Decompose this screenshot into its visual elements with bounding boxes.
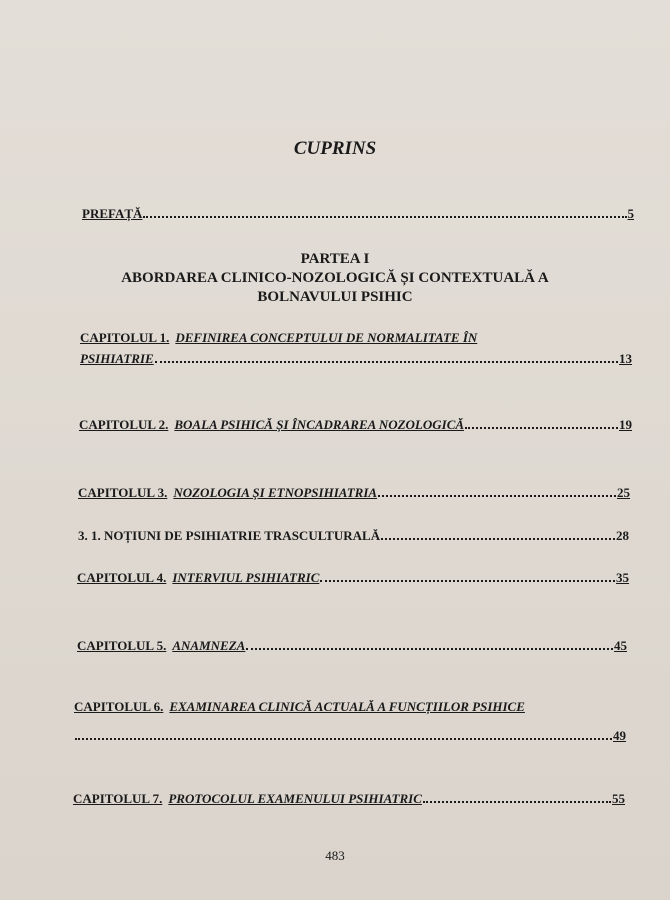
toc-page-number: 35 bbox=[616, 570, 629, 586]
chapter-title: NOZOLOGIA ȘI ETNOPSIHIATRIA bbox=[173, 485, 378, 501]
chapter-number: CAPITOLUL 6. bbox=[74, 699, 164, 714]
chapter-number: CAPITOLUL 3. bbox=[78, 485, 168, 501]
chapter-number: CAPITOLUL 2. bbox=[79, 417, 169, 433]
chapter-title: PROTOCOLUL EXAMENULUI PSIHIATRIC bbox=[168, 791, 422, 807]
section-label: 3. 1. NOȚIUNI DE PSIHIATRIE TRASCULTURALĂ bbox=[78, 528, 381, 544]
chapter-title: BOALA PSIHICĂ ȘI ÎNCADRAREA NOZOLOGICĂ bbox=[174, 417, 465, 433]
toc-entry-chapter-1-line-2[interactable] bbox=[80, 350, 632, 367]
dot-leader bbox=[465, 416, 618, 429]
part-number: PARTEA I bbox=[300, 251, 370, 267]
toc-entry-chapter-7[interactable] bbox=[73, 790, 625, 807]
chapter-title: ANAMNEZA bbox=[172, 638, 246, 654]
page-title: CUPRINS bbox=[293, 138, 377, 159]
chapter-title: INTERVIUL PSIHIATRIC bbox=[172, 570, 320, 586]
toc-entry-preface[interactable] bbox=[82, 205, 634, 222]
toc-entry-section-3-1[interactable] bbox=[78, 527, 629, 544]
chapter-number: CAPITOLUL 1. bbox=[80, 330, 170, 345]
dot-leader bbox=[75, 727, 612, 740]
chapter-title: EXAMINAREA CLINICĂ ACTUALĂ A FUNCȚIILOR PSIHICE bbox=[169, 699, 525, 714]
toc-entry-chapter-5[interactable] bbox=[77, 637, 627, 654]
dot-leader bbox=[378, 484, 616, 497]
toc-entry-chapter-3[interactable] bbox=[78, 484, 630, 501]
toc-page-number: 55 bbox=[612, 791, 625, 807]
toc-page-number: 25 bbox=[617, 485, 630, 501]
chapter-number: CAPITOLUL 4. bbox=[77, 570, 167, 586]
toc-page-number: 19 bbox=[619, 417, 632, 433]
chapter-number: CAPITOLUL 7. bbox=[73, 791, 163, 807]
part-heading bbox=[0, 250, 670, 307]
dot-leader bbox=[143, 205, 626, 218]
dot-leader bbox=[155, 350, 618, 363]
toc-page-number: 45 bbox=[614, 638, 627, 654]
toc-entry-chapter-6-line-2[interactable] bbox=[74, 727, 626, 744]
toc-page-number: 49 bbox=[613, 728, 626, 744]
toc-label: PREFAȚĂ bbox=[82, 206, 143, 222]
chapter-title-cont: PSIHIATRIE bbox=[80, 351, 154, 367]
dot-leader bbox=[381, 527, 615, 540]
page-number: 483 bbox=[325, 848, 345, 863]
chapter-number: CAPITOLUL 5. bbox=[77, 638, 167, 654]
dot-leader bbox=[246, 637, 613, 650]
toc-entry-chapter-6-line-1[interactable] bbox=[74, 699, 525, 715]
toc-page-number: 5 bbox=[627, 206, 634, 222]
dot-leader bbox=[423, 790, 611, 803]
toc-page-number: 28 bbox=[616, 528, 629, 544]
toc-entry-chapter-2[interactable] bbox=[79, 416, 632, 433]
dot-leader bbox=[320, 569, 615, 582]
part-title-line-2: BOLNAVULUI PSIHIC bbox=[257, 289, 413, 305]
toc-page-number: 13 bbox=[619, 351, 632, 367]
chapter-title: DEFINIREA CONCEPTULUI DE NORMALITATE ÎN bbox=[175, 330, 478, 345]
toc-entry-chapter-4[interactable] bbox=[77, 569, 629, 586]
toc-entry-chapter-1-line-1[interactable] bbox=[80, 330, 477, 346]
part-title-line-1: ABORDAREA CLINICO-NOZOLOGICĂ ȘI CONTEXTUALĂ A bbox=[121, 270, 549, 286]
